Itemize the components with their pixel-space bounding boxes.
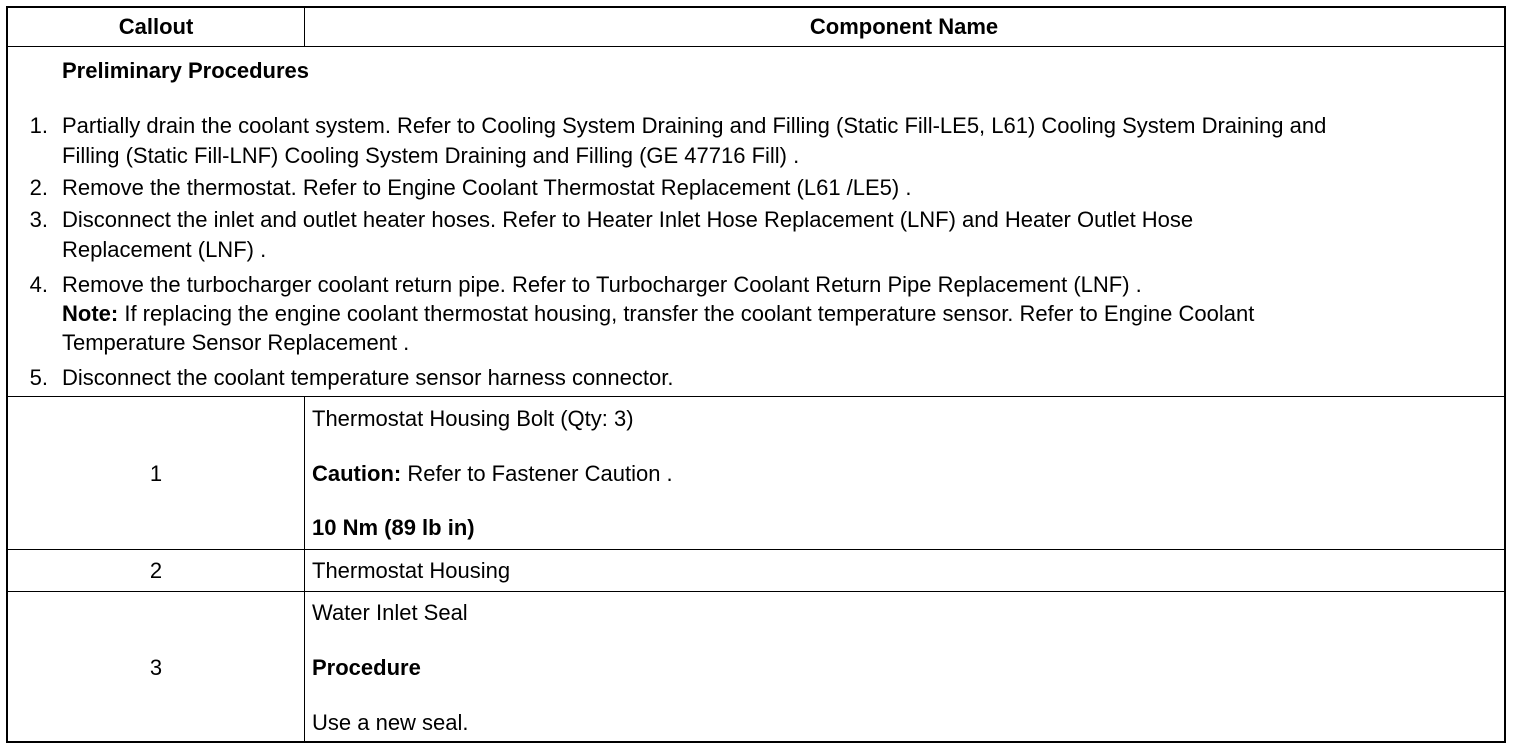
row-divider — [8, 549, 1504, 550]
caution-label: Caution: — [312, 461, 402, 486]
step-number: 5. — [29, 365, 48, 390]
note-label: Note: — [62, 301, 119, 326]
callout-number: 3 — [149, 655, 163, 680]
torque-spec: 10 Nm (89 lb in) — [312, 515, 475, 540]
note — [62, 299, 1254, 329]
step-number: 1. — [29, 113, 48, 138]
caution-text: Refer to Fastener Caution . — [401, 461, 673, 486]
step-text: Disconnect the coolant temperature sensor harness connector. — [62, 365, 674, 390]
caution — [312, 461, 673, 487]
note-text: Temperature Sensor Replacement . — [62, 330, 410, 355]
step-text: Disconnect the inlet and outlet heater hoses. Refer to Heater Inlet Hose Replacement (LNF) and Heater Outlet Hose — [62, 207, 1194, 232]
step-text: Partially drain the coolant system. Refer to Cooling System Draining and Filling (Static Fill-LE5, L61) Cooling System Draining and — [62, 113, 1327, 138]
component-name: Thermostat Housing Bolt (Qty: 3) — [312, 406, 634, 431]
header-component-name: Component Name — [809, 14, 999, 39]
preliminary-title: Preliminary Procedures — [62, 58, 310, 83]
step-number: 3. — [29, 207, 48, 232]
step-text: Remove the thermostat. Refer to Engine Coolant Thermostat Replacement (L61 /LE5) . — [62, 175, 912, 200]
component-name: Thermostat Housing — [312, 558, 511, 583]
step-number: 4. — [29, 272, 48, 297]
step-text: Remove the turbocharger coolant return pipe. Refer to Turbocharger Coolant Return Pipe Replacement (LNF) . — [62, 272, 1142, 297]
header-callout: Callout — [118, 14, 194, 39]
step-number: 2. — [29, 175, 48, 200]
step-text: Filling (Static Fill-LNF) Cooling System Draining and Filling (GE 47716 Fill) . — [62, 143, 800, 168]
note-text: If replacing the engine coolant thermostat housing, transfer the coolant temperature sensor. Refer to Engine Coolant — [118, 301, 1255, 326]
row-divider — [8, 396, 1504, 397]
procedure-label: Procedure — [312, 655, 421, 680]
procedure-text: Use a new seal. — [312, 710, 469, 735]
header-divider — [8, 46, 1504, 47]
callout-number: 1 — [149, 461, 163, 486]
row-divider — [8, 591, 1504, 592]
component-name: Water Inlet Seal — [312, 600, 468, 625]
step-text: Replacement (LNF) . — [62, 237, 267, 262]
column-divider — [304, 396, 305, 741]
callout-number: 2 — [149, 558, 163, 583]
